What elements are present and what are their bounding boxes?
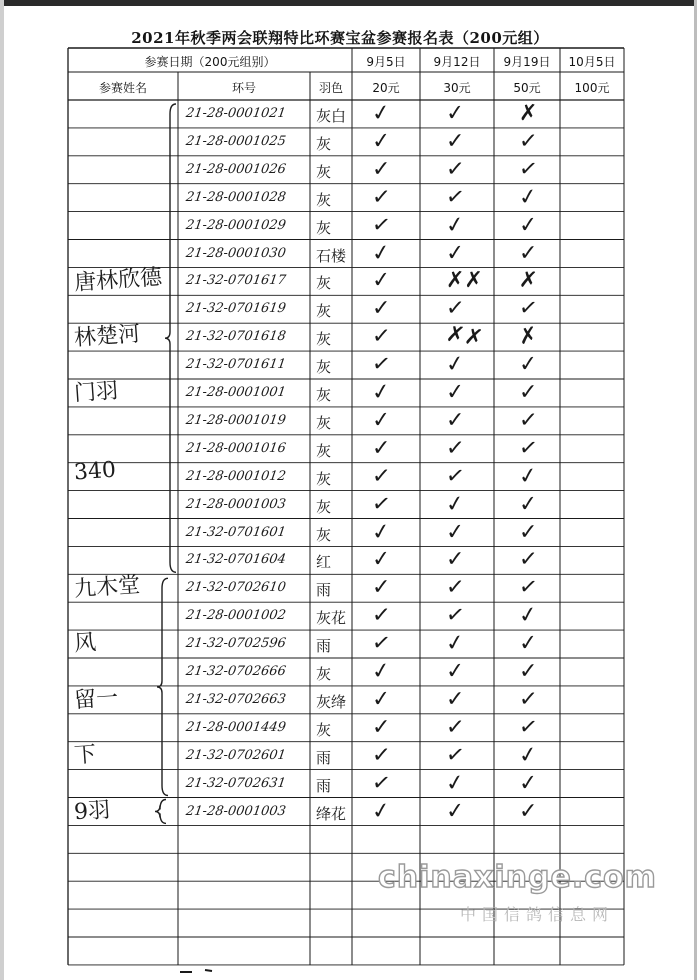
check-mark: ✓ xyxy=(445,156,466,183)
race-fee-header: 100元 xyxy=(574,81,610,95)
ring-number: 21-32-0701611 xyxy=(184,357,287,373)
check-mark: ✓ xyxy=(370,769,393,797)
check-mark: ✓ xyxy=(445,100,466,127)
scan-artifact xyxy=(205,970,212,971)
check-mark: ✓ xyxy=(519,519,538,545)
check-mark: ✓ xyxy=(518,769,539,797)
race-date-header: 9月12日 xyxy=(433,55,481,69)
check-mark: ✓ xyxy=(370,350,393,379)
check-mark: ✓ xyxy=(518,686,539,713)
header-name-label: 参赛姓名 xyxy=(98,81,147,95)
check-mark: ✓ xyxy=(517,462,540,490)
form-title: 2021年秋季两会联翔特比环赛宝盆参赛报名表（200元组） xyxy=(131,29,549,47)
ring-number: 21-28-0001029 xyxy=(184,217,287,233)
check-mark: ✓ xyxy=(517,713,540,741)
check-mark: ✓ xyxy=(445,658,466,685)
check-mark: ✓ xyxy=(518,128,539,155)
check-mark: ✓ xyxy=(444,211,467,239)
header-date-label: 参赛日期（200元组别） xyxy=(144,55,276,69)
check-mark: ✓ xyxy=(370,518,393,546)
owner-name: 九木堂 xyxy=(73,573,141,603)
check-mark: ✓ xyxy=(370,797,393,825)
check-mark: ✓ xyxy=(371,463,392,490)
check-mark: ✓ xyxy=(446,547,465,573)
ring-number: 21-32-0701601 xyxy=(184,524,287,540)
ring-number: 21-32-0702631 xyxy=(184,775,287,791)
check-mark: ✓ xyxy=(517,434,540,462)
check-mark: ✓ xyxy=(445,435,466,462)
feather-color: 灰 xyxy=(316,302,332,321)
check-mark: ✓ xyxy=(518,630,539,657)
cross-mark: ✗ xyxy=(517,323,540,351)
feather-color: 灰 xyxy=(316,190,332,209)
cross-mark: ✗✗ xyxy=(446,268,483,294)
owner-name: 风 xyxy=(73,630,98,657)
check-mark: ✓ xyxy=(518,546,539,574)
check-mark: ✓ xyxy=(444,462,467,490)
ring-number: 21-32-0702610 xyxy=(184,580,287,596)
header-color-label: 羽色 xyxy=(318,81,343,95)
feather-color: 灰 xyxy=(316,162,332,181)
check-mark: ✓ xyxy=(370,657,393,686)
check-mark: ✓ xyxy=(519,798,538,824)
check-mark: ✓ xyxy=(519,240,538,266)
feather-color: 灰 xyxy=(316,525,332,544)
check-mark: ✓ xyxy=(372,156,391,182)
ring-number: 21-28-0001030 xyxy=(184,245,287,261)
feather-color: 雨 xyxy=(316,581,332,600)
cross-mark: ✗ xyxy=(518,267,539,295)
owner-name: 唐林欣德 xyxy=(73,265,163,297)
check-mark: ✓ xyxy=(445,295,466,322)
feather-color: 绛花 xyxy=(316,804,347,823)
ring-number: 21-32-0702601 xyxy=(184,747,287,763)
check-mark: ✓ xyxy=(518,407,539,434)
check-mark: ✓ xyxy=(371,323,392,350)
ring-number: 21-28-0001003 xyxy=(184,803,287,819)
ring-number: 21-28-0001019 xyxy=(184,412,287,428)
check-mark: ✓ xyxy=(517,295,540,323)
feather-color: 灰白 xyxy=(316,107,347,125)
race-date-header: 10月5日 xyxy=(568,55,616,69)
feather-color: 灰 xyxy=(316,469,332,488)
feather-color: 灰 xyxy=(316,358,332,377)
check-mark: ✓ xyxy=(517,741,540,769)
race-fee-header: 50元 xyxy=(513,81,541,95)
check-mark: ✓ xyxy=(518,351,539,378)
check-mark: ✓ xyxy=(371,267,392,295)
ring-number: 21-28-0001012 xyxy=(184,468,287,484)
check-mark: ✓ xyxy=(445,239,466,267)
feather-color: 灰 xyxy=(316,330,332,349)
feather-color: 灰 xyxy=(316,274,332,293)
cross-mark: ✗ xyxy=(519,101,538,126)
feather-color: 雨 xyxy=(316,776,332,795)
owner-name: 340 xyxy=(73,457,117,486)
cross-mark: ✗✗ xyxy=(444,321,485,352)
check-mark: ✓ xyxy=(519,380,538,405)
owner-name: 门羽 xyxy=(73,378,119,407)
owner-name: 留一 xyxy=(73,685,119,714)
check-mark: ✓ xyxy=(371,128,392,155)
ring-number: 21-28-0001016 xyxy=(184,440,287,456)
ring-number: 21-32-0702666 xyxy=(184,664,287,679)
feather-color: 雨 xyxy=(316,748,332,767)
watermark-logo: chinaxinge.com xyxy=(378,860,657,895)
check-mark: ✓ xyxy=(445,574,466,601)
owner-name: 9羽 xyxy=(73,797,111,825)
group-brace xyxy=(157,578,168,795)
check-mark: ✓ xyxy=(372,296,391,322)
check-mark: ✓ xyxy=(517,574,540,602)
ring-number: 21-32-0702596 xyxy=(184,636,287,652)
ring-number: 21-28-0001025 xyxy=(184,133,287,149)
check-mark: ✓ xyxy=(371,602,392,629)
check-mark: ✓ xyxy=(445,379,466,406)
check-mark: ✓ xyxy=(517,183,540,211)
check-mark: ✓ xyxy=(370,99,393,128)
feather-color: 石楼 xyxy=(316,246,347,265)
ring-number: 21-28-0001003 xyxy=(184,496,287,512)
owner-name: 林楚河 xyxy=(73,321,141,352)
check-mark: ✓ xyxy=(371,407,392,434)
race-date-header: 9月19日 xyxy=(503,55,551,69)
check-mark: ✓ xyxy=(518,490,539,518)
check-mark: ✓ xyxy=(372,435,391,461)
check-mark: ✓ xyxy=(444,602,467,630)
check-mark: ✓ xyxy=(444,183,467,211)
race-fee-header: 30元 xyxy=(443,81,471,95)
check-mark: ✓ xyxy=(370,239,393,267)
ring-number: 21-32-0701604 xyxy=(184,552,287,568)
check-mark: ✓ xyxy=(444,741,467,769)
ring-number: 21-28-0001001 xyxy=(184,385,287,400)
ring-number: 21-32-0702663 xyxy=(184,691,287,707)
check-mark: ✓ xyxy=(445,797,466,825)
feather-color: 灰 xyxy=(316,386,332,404)
check-mark: ✓ xyxy=(370,378,393,407)
check-mark: ✓ xyxy=(372,575,391,601)
check-mark: ✓ xyxy=(371,742,392,769)
ring-number: 21-32-0701617 xyxy=(184,273,287,289)
ring-number: 21-28-0001028 xyxy=(184,189,287,205)
check-mark: ✓ xyxy=(519,659,538,684)
watermark-caption: 中国信鸽信息网 xyxy=(460,905,615,924)
feather-color: 红 xyxy=(316,553,332,572)
owner-name: 下 xyxy=(73,741,98,769)
check-mark: ✓ xyxy=(446,128,465,154)
feather-color: 灰 xyxy=(316,720,332,739)
header-ring-label: 环号 xyxy=(231,81,256,95)
check-mark: ✓ xyxy=(446,686,465,712)
check-mark: ✓ xyxy=(444,350,467,379)
ring-number: 21-28-0001021 xyxy=(184,106,287,121)
feather-color: 灰绛 xyxy=(316,692,347,711)
ring-number: 21-28-0001449 xyxy=(184,719,287,735)
check-mark: ✓ xyxy=(445,714,466,741)
check-mark: ✓ xyxy=(371,686,392,713)
ring-number: 21-32-0701619 xyxy=(184,301,287,317)
race-date-header: 9月5日 xyxy=(366,55,406,69)
ring-number: 21-32-0701618 xyxy=(184,329,287,345)
ring-number: 21-28-0001002 xyxy=(184,608,287,624)
check-mark: ✓ xyxy=(444,629,467,658)
feather-color: 灰 xyxy=(316,441,332,460)
ring-number: 21-28-0001026 xyxy=(184,161,287,177)
check-mark: ✓ xyxy=(444,490,467,518)
feather-color: 灰 xyxy=(316,218,332,237)
check-mark: ✓ xyxy=(370,490,393,518)
check-mark: ✓ xyxy=(517,155,540,183)
feather-color: 灰花 xyxy=(316,609,347,628)
feather-color: 雨 xyxy=(316,637,332,656)
check-mark: ✓ xyxy=(372,714,391,740)
check-mark: ✓ xyxy=(445,518,466,546)
check-mark: ✓ xyxy=(446,407,465,433)
group-brace xyxy=(165,104,176,572)
check-mark: ✓ xyxy=(370,211,393,239)
feather-color: 灰 xyxy=(316,134,332,153)
feather-color: 灰 xyxy=(316,497,332,516)
race-fee-header: 20元 xyxy=(372,81,400,95)
check-mark: ✓ xyxy=(517,602,540,630)
check-mark: ✓ xyxy=(371,184,392,211)
check-mark: ✓ xyxy=(444,769,467,797)
check-mark: ✓ xyxy=(371,546,392,574)
feather-color: 灰 xyxy=(316,665,332,683)
feather-color: 灰 xyxy=(316,413,332,432)
check-mark: ✓ xyxy=(518,211,539,239)
check-mark: ✓ xyxy=(370,629,393,658)
group-brace xyxy=(155,800,166,824)
